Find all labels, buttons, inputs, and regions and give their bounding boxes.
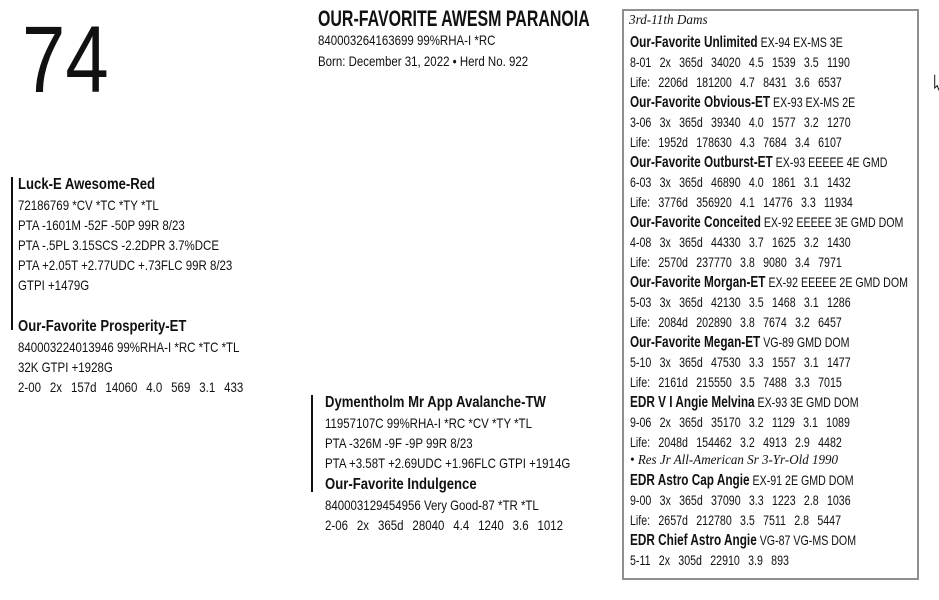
dam-entry-record: 9-06 2x 365d 35170 3.2 1129 3.1 1089	[630, 414, 850, 430]
dam-entry-record: 9-00 3x 365d 37090 3.3 1223 2.8 1036	[630, 492, 851, 508]
sire-proof-line: PTA +2.05T +2.77UDC +.73FLC 99R 8/23	[18, 257, 233, 273]
lot-number: 74	[22, 7, 109, 113]
dam-entry-lifetime: Life: 2161d 215550 3.5 7488 3.3 7015	[630, 374, 842, 390]
dam-entry-award-note: • Res Jr All-American Sr 3-Yr-Old 1990	[630, 453, 839, 468]
dam-registration: 840003224013946 99%RHA-I *RC *TC *TL	[18, 339, 240, 355]
dam-entry-classification: VG-87 VG-MS DOM	[759, 532, 857, 548]
dam-entry-record: 8-01 2x 365d 34020 4.5 1539 3.5 1190	[630, 54, 850, 70]
mouse-cursor-icon	[934, 74, 939, 91]
dams-list	[630, 32, 915, 570]
dam-entry-record: 6-03 3x 365d 46890 4.0 1861 3.1 1432	[630, 174, 851, 190]
dam-entry-name-line	[630, 92, 856, 112]
dam-entry-name-line	[630, 152, 888, 172]
dam-entry-record: 5-03 3x 365d 42130 3.5 1468 3.1 1286	[630, 294, 851, 310]
maternal-granddam-name: Our-Favorite Indulgence	[325, 476, 477, 493]
dam-entry-classification: EX-93 EX-MS 2E	[773, 94, 856, 110]
dam-entry-name: Our-Favorite Morgan-ET	[630, 274, 766, 291]
pedigree-bracket-line	[11, 177, 13, 330]
dam-entry-name: EDR Astro Cap Angie	[630, 472, 750, 489]
dam-record: 2-00 2x 157d 14060 4.0 569 3.1 433	[18, 379, 244, 395]
dam-entry-lifetime: Life: 2570d 237770 3.8 9080 3.4 7971	[630, 254, 842, 270]
dam-entry-name-line	[630, 32, 847, 52]
dams-box-heading: 3rd-11th Dams	[629, 13, 708, 28]
dam-entry-name: Our-Favorite Obvious-ET	[630, 94, 771, 111]
dam-entry-lifetime: Life: 2206d 181200 4.7 8431 3.6 6537	[630, 74, 842, 90]
dams-box	[622, 9, 919, 580]
dam-entry-name-line	[630, 272, 908, 292]
dam-entry-name: Our-Favorite Unlimited	[630, 34, 758, 51]
animal-birth-herd: Born: December 31, 2022 • Herd No. 922	[318, 53, 529, 69]
dam-entry-record: 5-11 2x 305d 22910 3.9 893	[630, 552, 789, 568]
dam-entry-name-line	[630, 530, 857, 550]
dam-entry-record: 5-10 3x 365d 47530 3.3 1557 3.1 1477	[630, 354, 851, 370]
dam-entry-lifetime: Life: 1952d 178630 4.3 7684 3.4 6107	[630, 134, 842, 150]
dam-entry-name: EDR V I Angie Melvina	[630, 394, 755, 411]
dam-entry-name-line	[630, 332, 850, 352]
maternal-grandsire-proof-line: PTA +3.58T +2.69UDC +1.96FLC GTPI +1914G	[325, 455, 571, 471]
dam-entry-name-line	[630, 470, 854, 490]
sire-registration: 72186769 *CV *TC *TY *TL	[18, 197, 159, 213]
dam-entry-name: Our-Favorite Megan-ET	[630, 334, 761, 351]
dam-entry-classification: EX-92 EEEEE 3E GMD DOM	[763, 214, 904, 230]
animal-name: OUR-FAVORITE AWESM PARANOIA	[318, 6, 590, 31]
dam-name: Our-Favorite Prosperity-ET	[18, 318, 187, 335]
dam-entry-classification: EX-93 3E GMD DOM	[757, 394, 859, 410]
dam-entry-lifetime: Life: 2657d 212780 3.5 7511 2.8 5447	[630, 512, 841, 528]
animal-registration: 840003264163699 99%RHA-I *RC	[318, 32, 496, 48]
maternal-granddam-record: 2-06 2x 365d 28040 4.4 1240 3.6 1012	[325, 517, 564, 533]
dam-entry-classification: EX-92 EEEEE 2E GMD DOM	[768, 274, 908, 290]
dam-entry-classification: EX-94 EX-MS 3E	[760, 34, 843, 50]
dam-genomics: 32K GTPI +1928G	[18, 359, 113, 375]
dam-entry-lifetime: Life: 2048d 154462 3.2 4913 2.9 4482	[630, 434, 842, 450]
dam-entry-classification: VG-89 GMD DOM	[763, 334, 850, 350]
dam-entry-lifetime: Life: 2084d 202890 3.8 7674 3.2 6457	[630, 314, 842, 330]
dam-entry-classification: EX-93 EEEEE 4E GMD	[775, 154, 888, 170]
pedigree-bracket-line	[311, 395, 313, 492]
dam-entry-record: 4-08 3x 365d 44330 3.7 1625 3.2 1430	[630, 234, 851, 250]
maternal-grandsire-name: Dymentholm Mr App Avalanche-TW	[325, 394, 546, 411]
sire-proof-line: GTPI +1479G	[18, 277, 90, 293]
sire-name: Luck-E Awesome-Red	[18, 176, 156, 193]
dam-entry-lifetime: Life: 3776d 356920 4.1 14776 3.3 11934	[630, 194, 853, 210]
dam-entry-record: 3-06 3x 365d 39340 4.0 1577 3.2 1270	[630, 114, 851, 130]
dam-entry-classification: EX-91 2E GMD DOM	[752, 472, 854, 488]
dam-entry-name-line	[630, 392, 859, 412]
sire-proof-line: PTA -.5PL 3.15SCS -2.2DPR 3.7%DCE	[18, 237, 219, 253]
maternal-grandsire-proof-line: PTA -326M -9F -9P 99R 8/23	[325, 435, 473, 451]
maternal-granddam-registration: 840003129454956 Very Good-87 *TR *TL	[325, 497, 539, 513]
dam-entry-name: Our-Favorite Conceited	[630, 214, 761, 231]
dam-entry-name: Our-Favorite Outburst-ET	[630, 154, 773, 171]
sire-proof-line: PTA -1601M -52F -50P 99R 8/23	[18, 217, 185, 233]
dam-entry-name: EDR Chief Astro Angie	[630, 532, 757, 549]
dam-entry-name-line	[630, 212, 904, 232]
maternal-grandsire-registration: 11957107C 99%RHA-I *RC *CV *TY *TL	[325, 415, 532, 431]
